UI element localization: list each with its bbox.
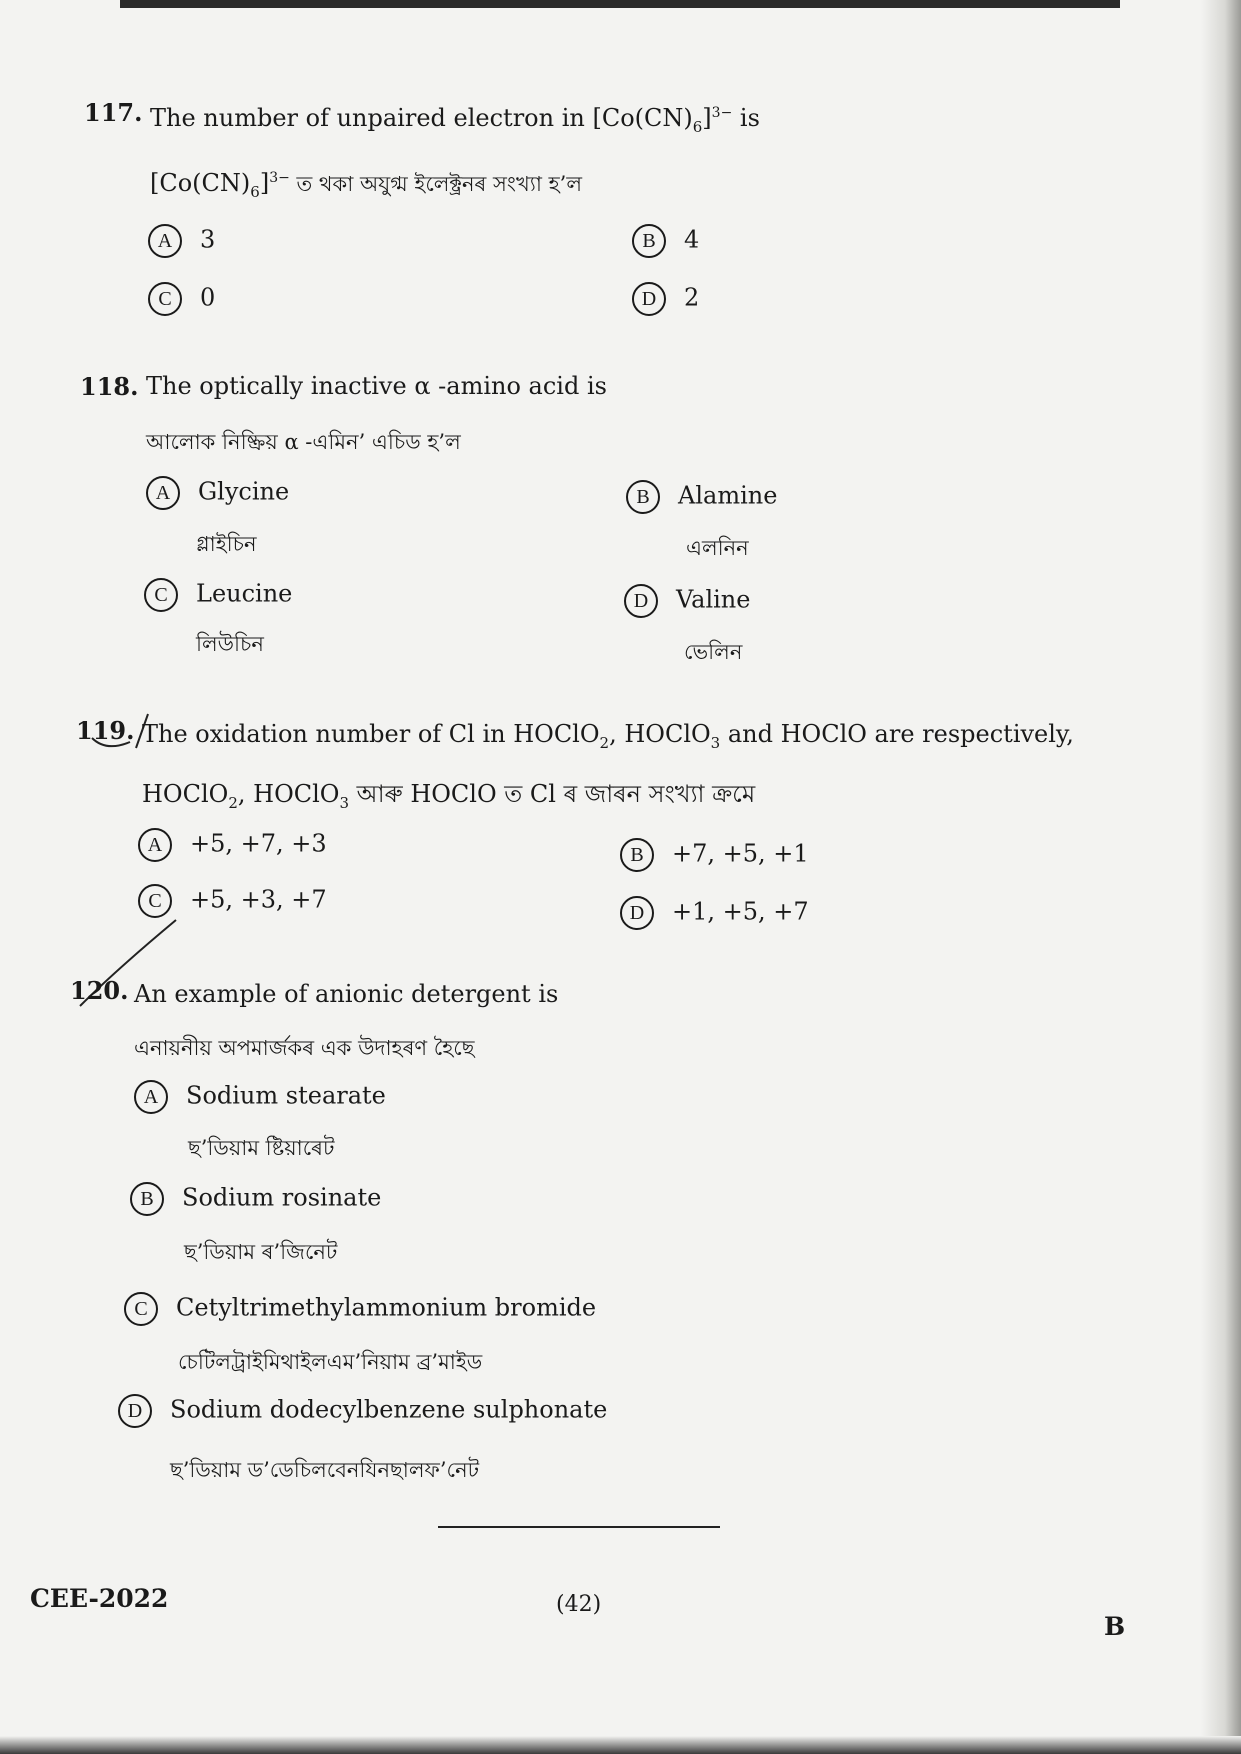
option-d[interactable]: D Sodium dodecylbenzene sulphonate xyxy=(118,1394,607,1428)
page-right-edge xyxy=(1201,0,1241,1754)
question-number: 119. xyxy=(76,716,135,745)
option-d-assamese: ছ’ডিয়াম ড’ডেচিলবেনযিনছালফ’নেট xyxy=(170,1458,480,1482)
option-a[interactable]: A 3 xyxy=(148,224,215,258)
option-d[interactable]: D +1, +5, +7 xyxy=(620,896,809,930)
option-c[interactable]: C +5, +3, +7 xyxy=(138,884,327,918)
option-b-assamese: ছ’ডিয়াম ৰ’জিনেট xyxy=(184,1240,338,1264)
option-letter: B xyxy=(626,480,660,514)
option-b[interactable]: B +7, +5, +1 xyxy=(620,838,809,872)
option-a[interactable]: A Glycine xyxy=(146,476,289,510)
question-text-assamese: $[Co(CN)_6]^{3-}$ ত থকা অযুগ্ম ইলেক্ট্ৰনৰ সংখ্যা হ’ল xyxy=(150,169,582,201)
option-b[interactable]: B Sodium rosinate xyxy=(130,1182,381,1216)
option-a-assamese: ছ’ডিয়াম ষ্টিয়াৰেট xyxy=(188,1136,335,1160)
option-letter: D xyxy=(118,1394,152,1428)
option-a[interactable]: A Sodium stearate xyxy=(134,1080,386,1114)
option-letter: D xyxy=(632,282,666,316)
question-text: The optically inactive α -amino acid is xyxy=(146,372,607,400)
option-a-assamese: গ্লাইচিন xyxy=(196,532,257,556)
option-letter: D xyxy=(620,896,654,930)
option-d[interactable]: D 2 xyxy=(632,282,699,316)
option-letter: C xyxy=(144,578,178,612)
option-c-assamese: চেটিলট্ৰাইমিথাইলএম’নিয়াম ব্ৰ’মাইড xyxy=(178,1350,483,1374)
option-b[interactable]: B Alamine xyxy=(626,480,777,514)
page-top-edge xyxy=(120,0,1120,8)
option-letter: A xyxy=(138,828,172,862)
end-rule xyxy=(438,1526,720,1528)
option-letter: D xyxy=(624,584,658,618)
question-text: The number of unpaired electron in $[Co(CN)_6]^{3-}$ is xyxy=(150,104,760,136)
option-c[interactable]: C Leucine xyxy=(144,578,292,612)
question-number: 117. xyxy=(84,98,143,127)
page-number: (42) xyxy=(556,1592,602,1617)
option-a[interactable]: A +5, +7, +3 xyxy=(138,828,327,862)
question-text-assamese: এনায়নীয় অপমাৰ্জকৰ এক উদাহৰণ হৈছে xyxy=(134,1036,475,1060)
option-letter: C xyxy=(124,1292,158,1326)
page-bottom-edge xyxy=(0,1736,1241,1754)
exam-code: CEE-2022 xyxy=(30,1584,169,1613)
question-text: The oxidation number of Cl in HOClO$_2$, HOClO$_3$ and HOClO are respectively, xyxy=(142,720,1074,752)
option-d[interactable]: D Valine xyxy=(624,584,750,618)
option-letter: C xyxy=(148,282,182,316)
option-c[interactable]: C Cetyltrimethylammonium bromide xyxy=(124,1292,596,1326)
option-c[interactable]: C 0 xyxy=(148,282,215,316)
option-letter: A xyxy=(146,476,180,510)
option-letter: A xyxy=(134,1080,168,1114)
option-d-assamese: ভেলিন xyxy=(684,640,743,664)
question-number: 120. xyxy=(70,976,129,1005)
option-c-assamese: লিউচিন xyxy=(196,632,264,656)
option-letter: A xyxy=(148,224,182,258)
option-b[interactable]: B 4 xyxy=(632,224,699,258)
option-letter: B xyxy=(620,838,654,872)
question-text: An example of anionic detergent is xyxy=(134,980,559,1008)
option-letter: C xyxy=(138,884,172,918)
question-text-assamese: HOClO$_2$, HOClO$_3$ আৰু HOClO ত Cl ৰ জাৰন সংখ্যা ক্ৰমে xyxy=(142,780,756,812)
question-number: 118. xyxy=(80,372,139,401)
option-letter: B xyxy=(632,224,666,258)
set-letter: B xyxy=(1104,1612,1126,1641)
option-letter: B xyxy=(130,1182,164,1216)
question-text-assamese: আলোক নিষ্ক্ৰিয় α -এমিন’ এচিড হ’ল xyxy=(146,430,461,454)
option-b-assamese: এলনিন xyxy=(686,536,749,560)
